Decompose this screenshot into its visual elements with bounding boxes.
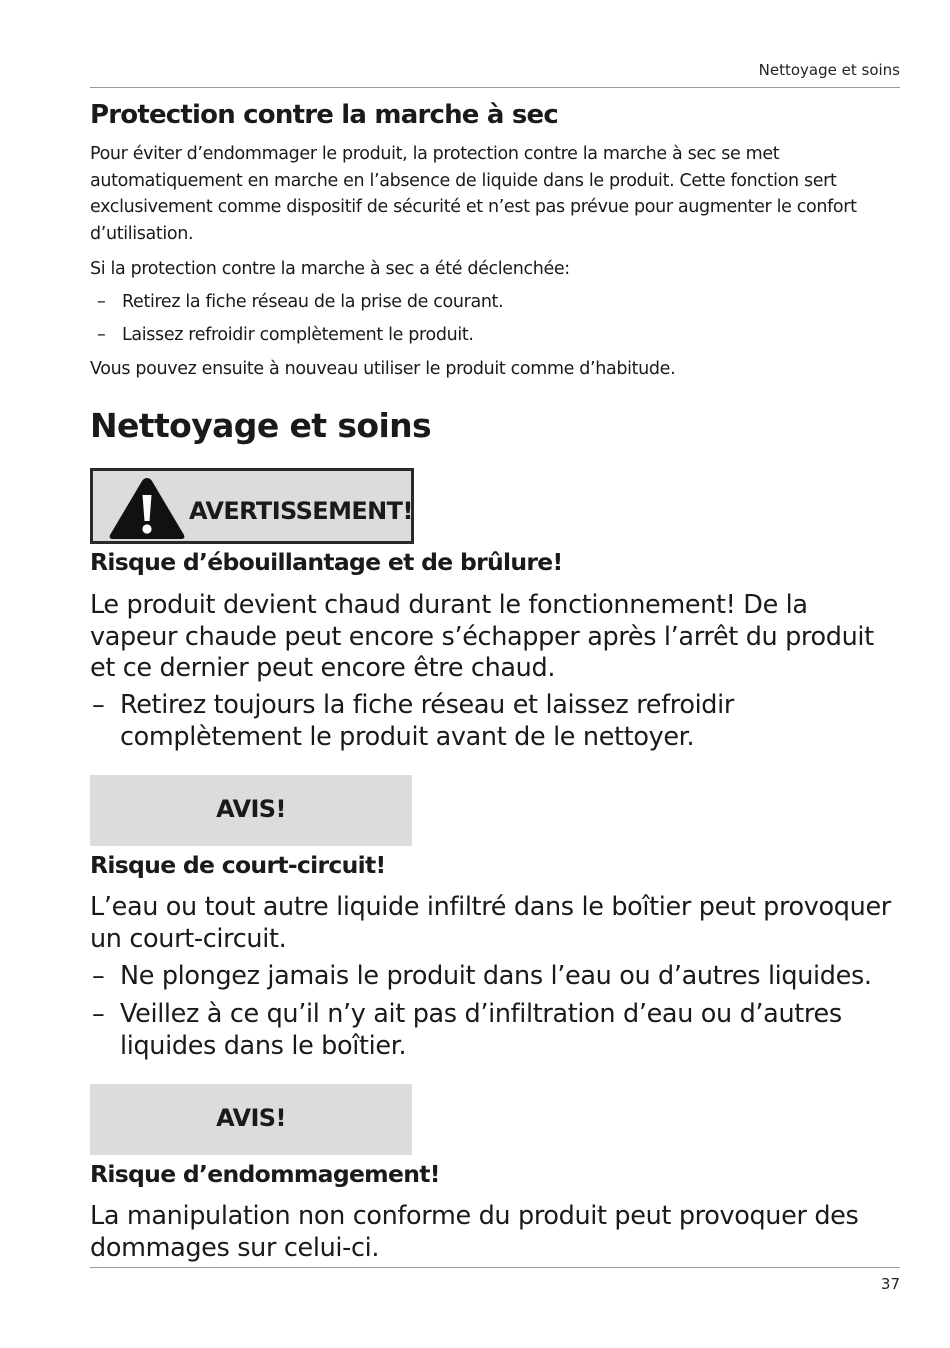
list-item-text: Veillez à ce qu’il n’y ait pas d’infiltration d’eau ou d’autres liquides dans le boîtier. bbox=[120, 999, 842, 1061]
notice-label: AVIS! bbox=[216, 1104, 286, 1132]
list-item bbox=[90, 961, 900, 993]
damage-risk-heading: Risque d’endommagement! bbox=[90, 1160, 440, 1188]
manual-page bbox=[90, 0, 900, 1348]
list-item bbox=[90, 690, 900, 753]
dry-run-heading: Protection contre la marche à sec bbox=[90, 100, 558, 130]
cleaning-heading: Nettoyage et soins bbox=[90, 406, 432, 445]
dash-bullet: – bbox=[97, 325, 106, 345]
warning-box bbox=[90, 468, 414, 544]
dash-bullet: – bbox=[92, 961, 105, 991]
list-item bbox=[90, 289, 900, 316]
dry-run-intro: Pour éviter d’endommager le produit, la protection contre la marche à sec se met automatiquement en marche en l’absence de liquide dans le produit. Cette fonction sert exclusivement comme dispositif de sécurité et n’est pas prévue pour augmenter le confort d’utilisation. bbox=[90, 144, 857, 244]
list-item-text: Laissez refroidir complètement le produit. bbox=[122, 325, 474, 345]
short-circuit-heading: Risque de court-circuit! bbox=[90, 851, 386, 879]
short-circuit-text: L’eau ou tout autre liquide infiltré dans le boîtier peut provoquer un court-circuit. bbox=[90, 892, 891, 954]
dry-run-condition: Si la protection contre la marche à sec a été déclenchée: bbox=[90, 259, 570, 279]
notice-label: AVIS! bbox=[216, 795, 286, 823]
list-item bbox=[90, 322, 900, 349]
dash-bullet: – bbox=[92, 999, 105, 1029]
footer-divider bbox=[90, 1267, 900, 1268]
damage-risk-text: La manipulation non conforme du produit peut provoquer des dommages sur celui-ci. bbox=[90, 1201, 859, 1263]
scald-risk-text: Le produit devient chaud durant le fonctionnement! De la vapeur chaude peut encore s’échapper après l’arrêt du produit et ce dernier peut encore être chaud. bbox=[90, 590, 874, 683]
header-divider bbox=[90, 87, 900, 88]
notice-box bbox=[90, 775, 412, 846]
list-item-text: Ne plongez jamais le produit dans l’eau ou d’autres liquides. bbox=[120, 961, 872, 991]
list-item-text: Retirez la fiche réseau de la prise de courant. bbox=[122, 292, 504, 312]
scald-risk-heading: Risque d’ébouillantage et de brûlure! bbox=[90, 548, 563, 576]
warning-triangle-icon bbox=[108, 475, 186, 541]
list-item bbox=[90, 999, 900, 1062]
dry-run-conclusion: Vous pouvez ensuite à nouveau utiliser le produit comme d’habitude. bbox=[90, 359, 676, 379]
dash-bullet: – bbox=[97, 292, 106, 312]
warning-label: AVERTISSEMENT! bbox=[189, 497, 413, 525]
notice-box bbox=[90, 1084, 412, 1155]
running-header: Nettoyage et soins bbox=[758, 61, 900, 79]
list-item-text: Retirez toujours la fiche réseau et laissez refroidir complètement le produit avant de le nettoyer. bbox=[120, 690, 735, 752]
page-number: 37 bbox=[880, 1275, 900, 1293]
dash-bullet: – bbox=[92, 690, 105, 720]
